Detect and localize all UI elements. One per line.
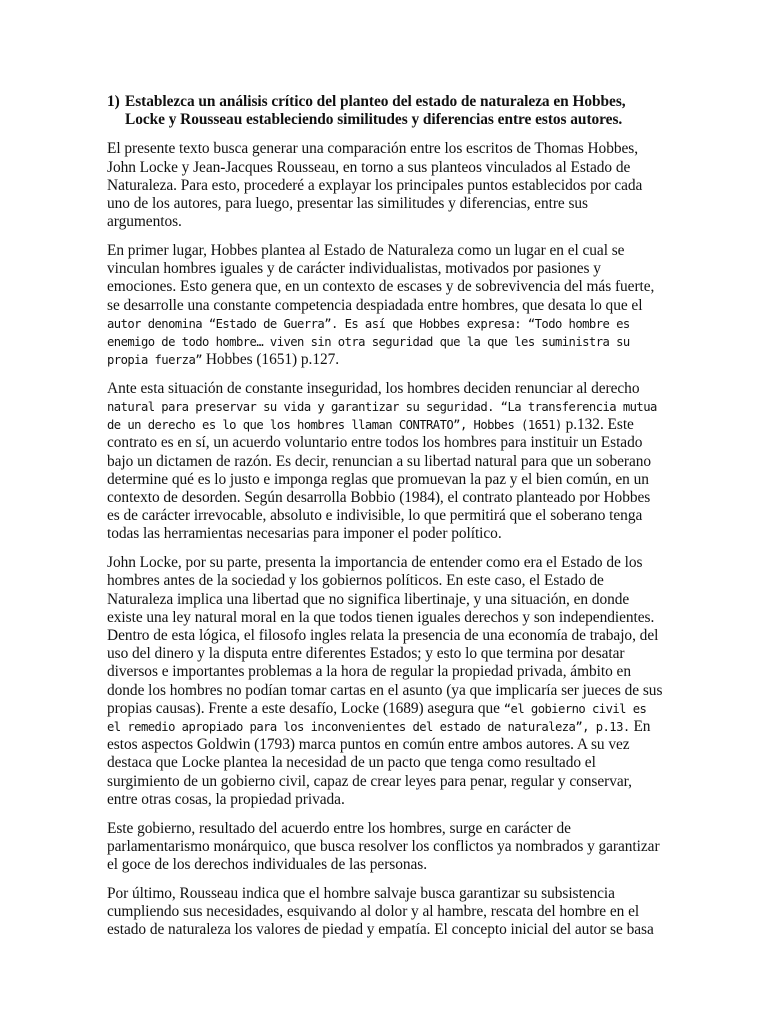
document-page <box>107 93 663 950</box>
paragraph-contract <box>107 380 663 544</box>
paragraph-hobbes <box>107 242 663 369</box>
paragraph-contract-rest: p.132. Este contrato es en sí, un acuerdo voluntario entre todos los hombres para instituir un Estado bajo un dictamen de razón. Es decir, renuncian a su libertad natural para que un soberano determine qué es lo justo e imponga reglas que promuevan la paz y el bien común, en un contexto de desorden. Según desarrolla Bobbio (1984), el contrato planteado por Hobbes es de carácter irrevocable, absoluto e indivisible, lo que permitirá que el soberano tenga todas las herramientas necesarias para imponer el poder político. <box>107 416 652 543</box>
hobbes-quote: autor denomina “Estado de Guerra”. Es así que Hobbes expresa: “Todo hombre es enemigo de todo hombre… viven sin otra seguridad que la que les suministra su propia fuerza” <box>107 316 630 368</box>
question-title: Establezca un análisis crítico del planteo del estado de naturaleza en Hobbes, Locke y Rousseau estableciendo similitudes y diferencias entre estos autores. <box>125 93 626 129</box>
question-number: 1) <box>107 93 120 110</box>
locke-quote: “el gobierno civil es el remedio apropiado para los inconvenientes del estado de naturaleza”, p.13. <box>107 701 647 734</box>
paragraph-government: Este gobierno, resultado del acuerdo entre los hombres, surge en carácter de parlamentarismo monárquico, que busca resolver los conflictos ya nombrados y garantizar el goce de los derechos individuales de las personas. <box>107 819 660 873</box>
paragraph-rousseau: Por último, Rousseau indica que el hombre salvaje busca garantizar su subsistencia cumpliendo sus necesidades, esquivando al dolor y al hambre, rescata del hombre en el estado de naturaleza los valores de piedad y empatía. El concepto inicial del autor se basa <box>107 884 654 939</box>
paragraph-contract-text: Ante esta situación de constante inseguridad, los hombres deciden renunciar al derecho <box>107 379 640 397</box>
question-heading <box>107 93 663 129</box>
paragraph-locke <box>107 554 663 809</box>
paragraph-locke-rest: En estos aspectos Goldwin (1793) marca puntos en común entre ambos autores. A su vez destaca que Locke plantea la necesidad de un pacto que tenga como resultado el surgimiento de un gobierno civil, capaz de crear leyes para penar, regular y conservar, entre otras cosas, la propiedad privada. <box>107 718 651 808</box>
paragraph-locke-text: John Locke, por su parte, presenta la importancia de entender como era el Estado de los hombres antes de la sociedad y los gobiernos políticos. En este caso, el Estado de Naturaleza implica una libertad que no significa libertinaje, y una situación, en donde existe una ley natural moral en la que todos tienen iguales derechos y son independientes. Dentro de esta lógica, el filosofo ingles relata la presencia de una economía de trabajo, del uso del dinero y la disputa entre diferentes Estados; y esto lo que termina por desatar diversos e importantes problemas a la hora de regular la propiedad privada, ámbito en donde los hombres no podían tomar cartas en el asunto (ya que implicaría ser jueces de sus propias causas). Frente a este desafío, Locke (1689) asegura que <box>107 554 663 717</box>
contract-quote: natural para preservar su vida y garantizar su seguridad. “La transferencia mutua de un derecho es lo que los hombres llaman CONTRATO”, Hobbes (1651) <box>107 400 657 433</box>
paragraph-introduction: El presente texto busca generar una comparación entre los escritos de Thomas Hobbes, John Locke y Jean-Jacques Rousseau, en torno a sus planteos vinculados al Estado de Naturaleza. Para esto, procederé a explayar los principales puntos establecidos por cada uno de los autores, para luego, presentar las similitudes y diferencias, entre sus argumentos. <box>107 140 643 231</box>
paragraph-hobbes-text: En primer lugar, Hobbes plantea al Estado de Naturaleza como un lugar en el cual se vinculan hombres iguales y de carácter individualistas, motivados por pasiones y emociones. Esto genera que, en un contexto de escases y de sobrevivencia del más fuerte, se desarrolle una constante competencia despiadada entre hombres, que desata lo que el <box>107 241 655 314</box>
hobbes-citation: Hobbes (1651) p.127. <box>202 351 340 369</box>
